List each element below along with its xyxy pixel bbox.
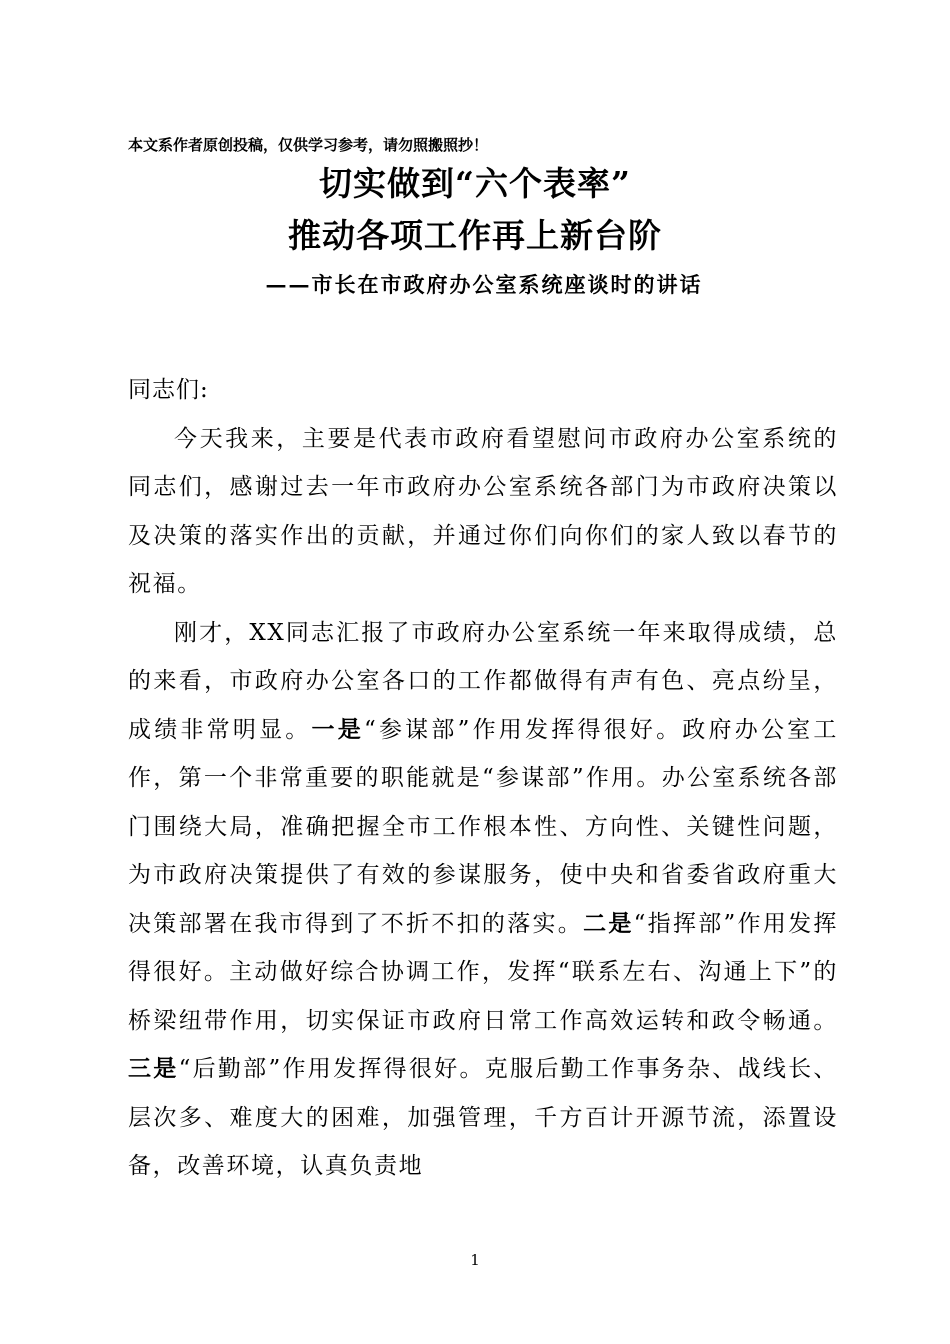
paragraph-2-segment-2: “参谋部”作用发挥得很好。政府办公室工作，第一个非常重要的职能就是“参谋部”作用。办公室系统各部门围绕大局，准确把握全市工作根本性、方向性、关键性问题，为市政府决策提供了有效的参谋服务，使中央和省委省政府重大决策部署在我市得到了不折不扣的落实。 — [128, 716, 838, 937]
title-line-2: 推动各项工作再上新台阶 — [288, 216, 662, 255]
emphasis-second: 二是 — [583, 909, 634, 937]
emphasis-first: 一是 — [311, 715, 364, 743]
subtitle: ——市长在市政府办公室系统座谈时的讲话 — [265, 272, 703, 297]
paragraph-2 — [128, 609, 838, 1191]
emphasis-third: 三是 — [128, 1055, 179, 1082]
page-number: 1 — [470, 1251, 480, 1269]
paragraph-2-segment-3: “指挥部”作用发挥得很好。主动做好综合协调工作，发挥“联系左右、沟通上下”的桥梁纽带作用，切实保证市政府日常工作高效运转和政令畅通。 — [128, 910, 838, 1034]
title-line-1: 切实做到“六个表率” — [319, 164, 631, 203]
salutation: 同志们: — [128, 377, 209, 403]
paragraph-1: 今天我来，主要是代表市政府看望慰问市政府办公室系统的同志们，感谢过去一年市政府办公室系统各部门为市政府决策以及决策的落实作出的贡献，并通过你们向你们的家人致以春节的祝福。 — [128, 425, 838, 597]
copyright-notice: 本文系作者原创投稿，仅供学习参考，请勿照搬照抄！ — [128, 136, 489, 154]
body-text — [128, 366, 838, 1191]
paragraph-2-segment-1: 刚才，XX同志汇报了市政府办公室系统一年来取得成绩，总的来看，市政府办公室各口的工作都做得有声有色、亮点纷呈，成绩非常明显。 — [128, 619, 838, 743]
paragraph-2-segment-4: “后勤部”作用发挥得很好。克服后勤工作事务杂、战线长、层次多、难度大的困难，加强管理，千方百计开源节流，添置设备，改善环境，认真负责地 — [128, 1056, 839, 1179]
